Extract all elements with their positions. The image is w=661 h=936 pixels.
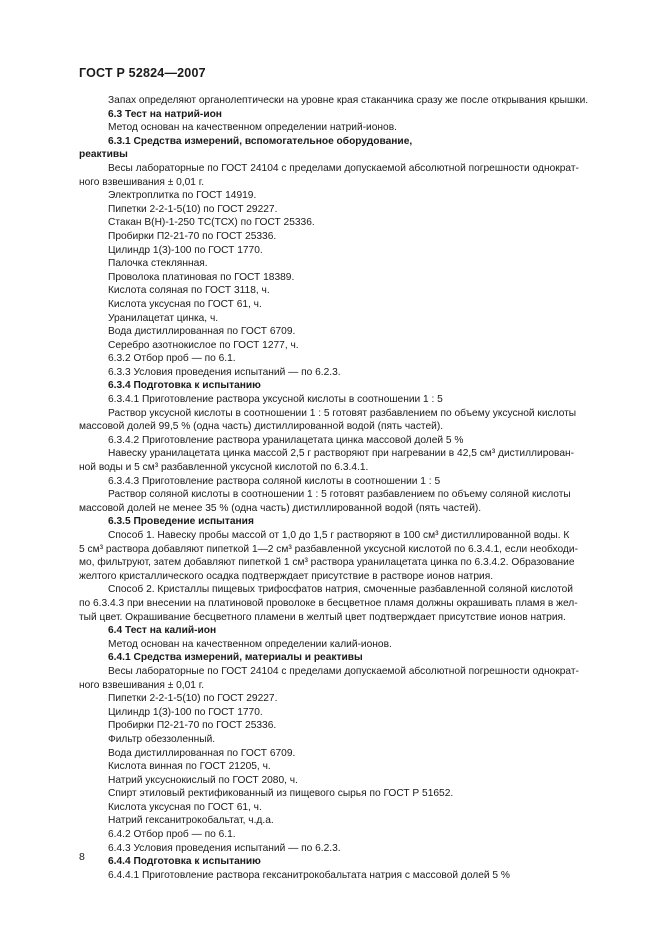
- text-line: 6.4.3 Условия проведения испытаний — по 6.2.3.: [108, 842, 341, 854]
- text-line: 6.3.2 Отбор проб — по 6.1.: [108, 353, 236, 365]
- text-line: Цилиндр 1(3)-100 по ГОСТ 1770.: [108, 244, 263, 256]
- text-line: Фильтр обеззоленный.: [108, 733, 216, 745]
- text-line: тый цвет. Окрашивание бесцветного пламени в желтый цвет подтверждает присутствие ионов натрия.: [79, 611, 566, 623]
- text-line: мо, фильтруют, затем добавляют пипеткой 1 см³ раствора уранилацетата цинка по 6.3.4.2. Образование: [79, 557, 575, 569]
- text-line: 6.3.4.1 Приготовление раствора уксусной кислоты в соотношении 1 : 5: [108, 394, 443, 406]
- section-heading: 6.3.1 Средства измерений, вспомогательное оборудование,: [108, 135, 413, 147]
- text-line: Палочка стеклянная.: [108, 258, 208, 270]
- text-line: 6.3.3 Условия проведения испытаний — по 6.2.3.: [108, 366, 341, 378]
- text-line: желтого кристаллического осадка подтверждает присутствие в растворе ионов натрия.: [79, 570, 494, 582]
- section-heading: 6.3 Тест на натрий-ион: [108, 108, 222, 120]
- text-line: Запах определяют органолептически на уровне края стаканчика сразу же после открывания крышки.: [108, 95, 589, 106]
- text-line: ного взвешивания ± 0,01 г.: [79, 176, 205, 188]
- text-line: по 6.3.4.3 при внесении на платиновой проволоке в бесцветное пламя должны окрашивать пламя в жел-: [79, 597, 578, 609]
- document-header: ГОСТ Р 52824—2007: [79, 66, 206, 80]
- text-line: массовой долей не менее 35 % (одна часть) дистиллированной водой (пять частей).: [79, 502, 482, 514]
- text-line: Метод основан на качественном определении натрий-ионов.: [108, 122, 397, 134]
- text-line: 6.4.2 Отбор проб — по 6.1.: [108, 829, 236, 841]
- text-line: 6.3.4.2 Приготовление раствора уранилацетата цинка массовой долей 5 %: [108, 434, 464, 446]
- text-line: Пробирки П2-21-70 по ГОСТ 25336.: [108, 230, 277, 242]
- text-line: Пробирки П2-21-70 по ГОСТ 25336.: [108, 720, 277, 732]
- text-line: Способ 1. Навеску пробы массой от 1,0 до 1,5 г растворяют в 100 см³ дистиллированной воды. К: [108, 530, 570, 541]
- text-line: Вода дистиллированная по ГОСТ 6709.: [108, 747, 296, 759]
- section-heading: реактивы: [79, 149, 128, 161]
- section-heading: 6.4.4 Подготовка к испытанию: [108, 856, 261, 868]
- text-line: Стакан В(Н)-1-250 ТС(ТСХ) по ГОСТ 25336.: [108, 217, 315, 229]
- document-body: [79, 94, 589, 882]
- text-line: Кислота уксусная по ГОСТ 61, ч.: [108, 801, 262, 813]
- section-heading: 6.3.5 Проведение испытания: [108, 516, 254, 528]
- text-line: Электроплитка по ГОСТ 14919.: [108, 190, 257, 202]
- text-line: ного взвешивания ± 0,01 г.: [79, 679, 205, 691]
- text-line: Цилиндр 1(3)-100 по ГОСТ 1770.: [108, 706, 263, 718]
- text-line: Проволока платиновая по ГОСТ 18389.: [108, 271, 295, 283]
- text-line: Способ 2. Кристаллы пищевых трифосфатов натрия, смоченные разбавленной соляной кислотой: [108, 584, 573, 596]
- text-line: Спирт этиловый ректификованный из пищевого сырья по ГОСТ Р 51652.: [108, 788, 454, 800]
- text-line: Натрий уксуснокислый по ГОСТ 2080, ч.: [108, 774, 298, 786]
- section-heading: 6.4.1 Средства измерений, материалы и реактивы: [108, 652, 363, 664]
- text-line: Навеску уранилацетата цинка массой 2,5 г растворяют при нагревании в 42,5 см³ дистиллирован-: [108, 448, 575, 460]
- section-heading: 6.4 Тест на калий-ион: [108, 625, 217, 637]
- text-line: 6.3.4.3 Приготовление раствора соляной кислоты в соотношении 1 : 5: [108, 475, 441, 487]
- text-line: 6.4.4.1 Приготовление раствора гексанитрокобальтата натрия с массовой долей 5 %: [108, 869, 510, 881]
- text-line: Уранилацетат цинка, ч.: [108, 312, 219, 324]
- text-line: Пипетки 2-2-1-5(10) по ГОСТ 29227.: [108, 203, 278, 215]
- text-line: 5 см³ раствора добавляют пипеткой 1—2 см³ разбавленной уксусной кислотой по 6.3.4.1, если необходи-: [79, 543, 578, 555]
- text-line: Вода дистиллированная по ГОСТ 6709.: [108, 326, 296, 338]
- text-line: Раствор уксусной кислоты в соотношении 1 : 5 готовят разбавлением по объему уксусной кислоты: [108, 407, 577, 419]
- text-line: ной воды и 5 см³ разбавленной уксусной кислотой по 6.3.4.1.: [79, 462, 369, 474]
- text-line: Кислота соляная по ГОСТ 3118, ч.: [108, 285, 270, 297]
- text-line: Пипетки 2-2-1-5(10) по ГОСТ 29227.: [108, 693, 278, 705]
- text-line: Весы лабораторные по ГОСТ 24104 с пределами допускаемой абсолютной погрешности однократ-: [108, 665, 579, 677]
- section-heading: 6.3.4 Подготовка к испытанию: [108, 380, 261, 392]
- text-line: массовой долей 99,5 % (одна часть) дистиллированной водой (пять частей).: [79, 421, 444, 433]
- text-line: Весы лабораторные по ГОСТ 24104 с пределами допускаемой абсолютной погрешности однократ-: [108, 162, 579, 174]
- text-line: Раствор соляной кислоты в соотношении 1 : 5 готовят разбавлением по объему соляной кислоты: [108, 489, 571, 501]
- text-line: Кислота уксусная по ГОСТ 61, ч.: [108, 298, 262, 310]
- text-line: Натрий гексанитрокобальтат, ч.д.а.: [108, 815, 274, 827]
- page-number: 8: [79, 851, 85, 863]
- text-line: Серебро азотнокислое по ГОСТ 1277, ч.: [108, 339, 299, 351]
- text-line: Метод основан на качественном определении калий-ионов.: [108, 638, 392, 650]
- text-line: Кислота винная по ГОСТ 21205, ч.: [108, 761, 271, 773]
